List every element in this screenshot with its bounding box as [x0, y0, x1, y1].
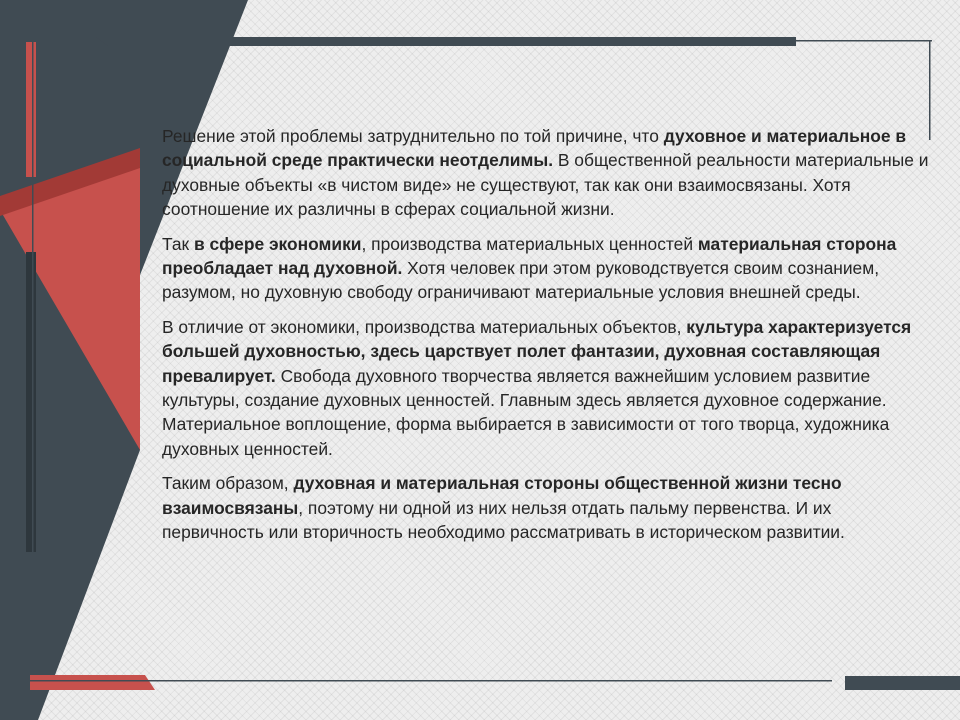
bold-text-run: культура характеризуется большей духовностью, здесь царствует полет фантазии, духовная составляющая превалирует.: [162, 316, 912, 386]
frame-left-line: [32, 40, 34, 680]
bold-text-run: духовное и материальное в социальной среде практически неотделимы.: [162, 126, 907, 171]
text-run: В отличие от экономики, производства материальных объектов,: [162, 316, 687, 337]
text-run: , поэтому ни одной из них нельзя отдать пальму первенства. И их первичность или вторичность необходимо рассматривать в историческом развитии.: [162, 497, 845, 543]
paragraph: [162, 232, 934, 305]
text-run: В общественной реальности материальные и духовные объекты «в чистом виде» не существуют, так как они взаимосвязаны. Хотя соотношение их различны в сферах социальной жизни.: [162, 150, 929, 220]
text-run: Хотя человек при этом руководствуется своим сознанием, разумом, но духовную свободу ограничивают материальные условия внешней среды.: [162, 258, 880, 303]
text-run: Таким образом,: [162, 473, 294, 494]
red-left-strip: [26, 42, 36, 177]
paragraph: [162, 124, 934, 222]
slate-left-strip: [26, 252, 36, 552]
bold-text-run: духовная и материальная стороны общественной жизни тесно взаимосвязаны: [162, 473, 842, 518]
text-run: Свобода духовного творчества является важнейшим условием развитие культуры, создание духовных ценностей. Главным здесь является духовное содержание. Материальное воплощение, форма выбирается в зависимости от того творца, художника духовных ценностей.: [162, 365, 890, 459]
bottom-right-slate-bar: [845, 676, 960, 690]
top-slate-bar: [96, 37, 796, 46]
text-run: , производства материальных ценностей: [361, 233, 698, 254]
text-run: Решение этой проблемы затруднительно по той причине, что: [162, 126, 664, 146]
bold-text-run: в сфере экономики: [193, 233, 362, 254]
paragraph: [162, 471, 934, 544]
text-run: Так: [162, 233, 194, 254]
paragraph: [162, 315, 934, 461]
slide-body-text: [162, 124, 934, 555]
bottom-frame-line: [30, 680, 832, 682]
bold-text-run: материальная сторона преобладает над духовной.: [162, 233, 897, 279]
bottom-red-bar: [30, 675, 155, 690]
